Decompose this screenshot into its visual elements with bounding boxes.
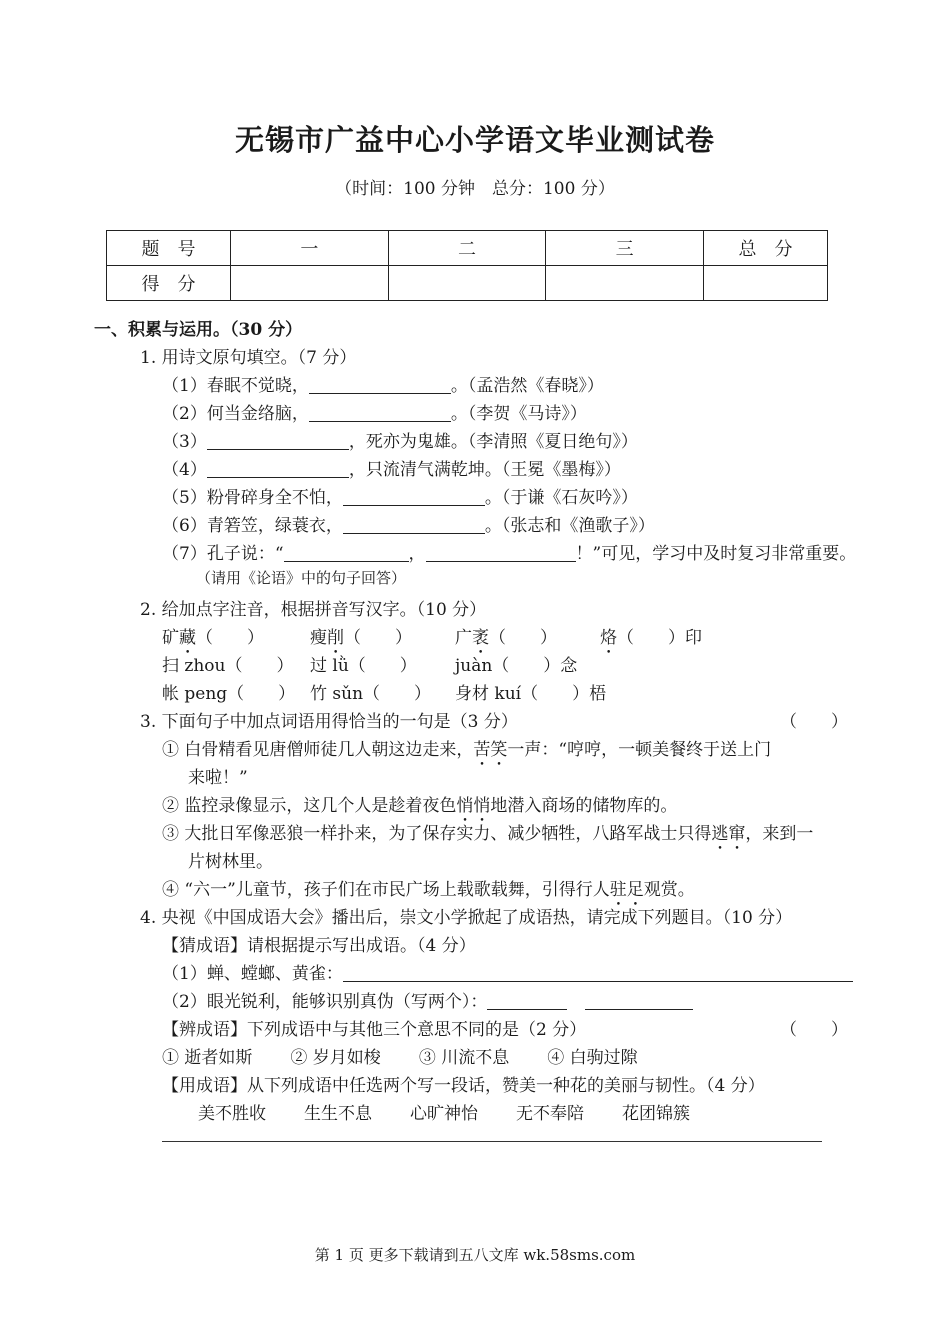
q1-item-pre: （1）春眠不觉晓， — [162, 376, 309, 396]
q1-item-pre: （7）孔子说：“ — [162, 544, 284, 564]
q3-option-text: ① 白骨精看见唐僧师徒几人朝这边走来， — [162, 740, 474, 760]
q4-guess-text: （1）蝉、螳螂、黄雀： — [162, 964, 343, 984]
score-row-label: 得 分 — [107, 266, 231, 301]
q2-cell — [600, 623, 702, 658]
answer-writing-line[interactable] — [162, 1141, 822, 1142]
q4-discern-options — [162, 1043, 638, 1068]
q1-item — [162, 455, 621, 480]
q3-option-text: 一声：“哼哼，一顿美餐终于送上门 — [507, 740, 772, 760]
q2-cell[interactable]: 扫 zhou（ ） — [162, 656, 294, 676]
q3-option-text: ③ 大批日军像恶狼一样扑来，为了保存实力、减少牺牲，八路军战士只得 — [162, 824, 712, 844]
q2-cell[interactable]: 竹 sǔn（ ） — [310, 684, 432, 704]
q2-char: 广 — [455, 628, 472, 648]
q2-dotted-char: 削 — [327, 628, 344, 648]
q4-discern-option[interactable]: ② 岁月如梭 — [290, 1048, 381, 1068]
q1-item — [162, 371, 604, 396]
q1-item-post: ，死亦为鬼雄。（李清照《夏日绝句》） — [348, 432, 638, 452]
page-title: 无锡市广益中心小学语文毕业测试卷 — [234, 123, 715, 157]
score-header-cell: 二 — [388, 231, 546, 266]
score-table-header-row — [107, 231, 828, 266]
score-table-score-row — [107, 266, 828, 301]
q3-dotted-word: 悄悄 — [456, 796, 491, 816]
q3-option-text: ② 监控录像显示，这几个人是趁着夜色 — [162, 796, 457, 816]
q3-prompt: 3. 下面句子中加点词语用得恰当的一句是（3 分） — [140, 712, 518, 732]
q2-cell[interactable]: 过 lǜ（ ） — [310, 656, 417, 676]
q4-guess-item — [162, 959, 853, 984]
answer-blank[interactable] — [585, 991, 693, 1010]
q1-item — [162, 427, 638, 452]
answer-blank[interactable] — [284, 543, 409, 562]
answer-blank[interactable] — [309, 375, 451, 394]
q4-idiom-list — [198, 1099, 690, 1124]
q4-discern-option[interactable]: ③ 川流不息 — [418, 1048, 510, 1068]
answer-blank[interactable] — [309, 403, 451, 422]
q2-answer-paren[interactable]: （ ）印 — [617, 628, 702, 648]
q1-item — [162, 511, 655, 536]
q1-item-pre: （5）粉骨碎身全不怕， — [162, 488, 343, 508]
q2-answer-paren[interactable]: （ ） — [344, 628, 412, 648]
q4-idiom: 无不奉陪 — [516, 1104, 584, 1124]
q3-option-text: 观赏。 — [643, 880, 695, 900]
q4-idiom: 花团锦簇 — [622, 1104, 690, 1124]
q1-item-post: ！”可见，学习中及时复习非常重要。 — [575, 544, 857, 564]
q1-item-post: 。（孟浩然《春晓》） — [450, 376, 604, 396]
score-header-cell: 三 — [546, 231, 704, 266]
q1-item — [162, 483, 638, 508]
q2-dotted-char: 袤 — [472, 628, 489, 648]
q4-discern-heading: 【辨成语】下列成语中与其他三个意思不同的是（2 分） — [162, 1020, 587, 1040]
score-header-cell: 题 号 — [107, 231, 231, 266]
score-cell[interactable] — [704, 266, 828, 301]
q3-option-text: ，来到一 — [745, 824, 814, 844]
q1-item-pre: （3） — [162, 432, 207, 452]
q4-discern-option[interactable]: ① 逝者如斯 — [162, 1048, 253, 1068]
q4-answer-paren[interactable]: （ ） — [780, 1020, 848, 1040]
q4-prompt: 4. 央视《中国成语大会》播出后，崇文小学掀起了成语热，请完成下列题目。（10 分） — [140, 908, 793, 928]
q1-item-mid: ， — [408, 544, 426, 564]
answer-blank[interactable] — [207, 459, 349, 478]
answer-blank[interactable] — [343, 487, 485, 506]
q1-item-pre: （6）青箬笠，绿蓑衣， — [162, 516, 343, 536]
q1-item-post: 。（于谦《石灰吟》） — [484, 488, 638, 508]
q4-idiom: 生生不息 — [304, 1104, 372, 1124]
q4-discern-option[interactable]: ④ 白驹过隙 — [547, 1048, 638, 1068]
answer-blank[interactable] — [426, 543, 576, 562]
score-cell[interactable] — [388, 266, 546, 301]
answer-blank[interactable] — [207, 431, 349, 450]
answer-blank[interactable] — [343, 515, 485, 534]
q3-dotted-word: 苦笑 — [473, 740, 508, 760]
q4-idiom: 美不胜收 — [198, 1104, 266, 1124]
q1-item-pre: （4） — [162, 460, 207, 480]
q1-item-post: 。（张志和《渔歌子》） — [484, 516, 655, 536]
q4-idiom: 心旷神怡 — [410, 1104, 478, 1124]
q2-dotted-char: 藏 — [179, 628, 196, 648]
q1-note: （请用《论语》中的句子回答） — [196, 569, 407, 587]
score-header-cell: 总 分 — [704, 231, 828, 266]
q1-item — [162, 399, 587, 424]
q4-use-heading: 【用成语】从下列成语中任选两个写一段话，赞美一种花的美丽与韧性。（4 分） — [162, 1076, 765, 1096]
section-heading: 一、积累与运用。（30 分） — [94, 320, 303, 340]
q1-item-post: 。（李贺《马诗》） — [450, 404, 587, 424]
q1-prompt: 1. 用诗文原句填空。（7 分） — [140, 348, 357, 368]
q1-item-pre: （2）何当金络脑， — [162, 404, 309, 424]
q2-char: 瘦 — [310, 628, 327, 648]
q3-dotted-word: 逃窜 — [711, 824, 746, 844]
q1-item-post: ，只流清气满乾坤。（王冕《墨梅》） — [348, 460, 621, 480]
q3-option-text: ④ “六一”儿童节，孩子们在市民广场上载歌载舞，引得行人 — [162, 880, 610, 900]
q2-char: 矿 — [162, 628, 179, 648]
score-header-cell: 一 — [231, 231, 389, 266]
q4-guess-text: （2）眼光锐利，能够识别真伪（写两个）： — [162, 992, 488, 1012]
q3-option[interactable] — [162, 735, 771, 770]
page-footer: 第 1 页 更多下载请到五八文库 wk.58sms.com — [314, 1246, 636, 1264]
q2-cell[interactable]: juàn（ ）念 — [455, 656, 578, 676]
score-cell[interactable] — [546, 266, 704, 301]
q3-option-text: 地潜入商场的储物库的。 — [490, 796, 678, 816]
q3-option-cont: 来啦！” — [188, 768, 248, 788]
q2-prompt: 2. 给加点字注音，根据拼音写汉字。（10 分） — [140, 600, 487, 620]
q3-option-cont: 片树林里。 — [188, 852, 273, 872]
score-table — [106, 230, 828, 301]
q2-cell[interactable]: 帐 peng（ ） — [162, 684, 296, 704]
q2-cell[interactable]: 身材 kuí（ ）梧 — [455, 684, 607, 704]
q3-answer-paren[interactable]: （ ） — [780, 712, 848, 732]
q4-guess-item — [162, 987, 693, 1012]
q2-answer-paren[interactable]: （ ） — [196, 628, 264, 648]
q2-answer-paren[interactable]: （ ） — [489, 628, 557, 648]
answer-blank[interactable] — [487, 991, 567, 1010]
q2-dotted-char: 烙 — [600, 628, 617, 648]
q1-item — [162, 539, 856, 564]
q4-guess-heading: 【猜成语】请根据提示写出成语。（4 分） — [162, 936, 476, 956]
exam-info: （时间：100 分钟 总分：100 分） — [335, 179, 615, 199]
answer-blank[interactable] — [343, 963, 853, 982]
score-cell[interactable] — [231, 266, 389, 301]
q3-dotted-word: 驻足 — [609, 880, 644, 900]
